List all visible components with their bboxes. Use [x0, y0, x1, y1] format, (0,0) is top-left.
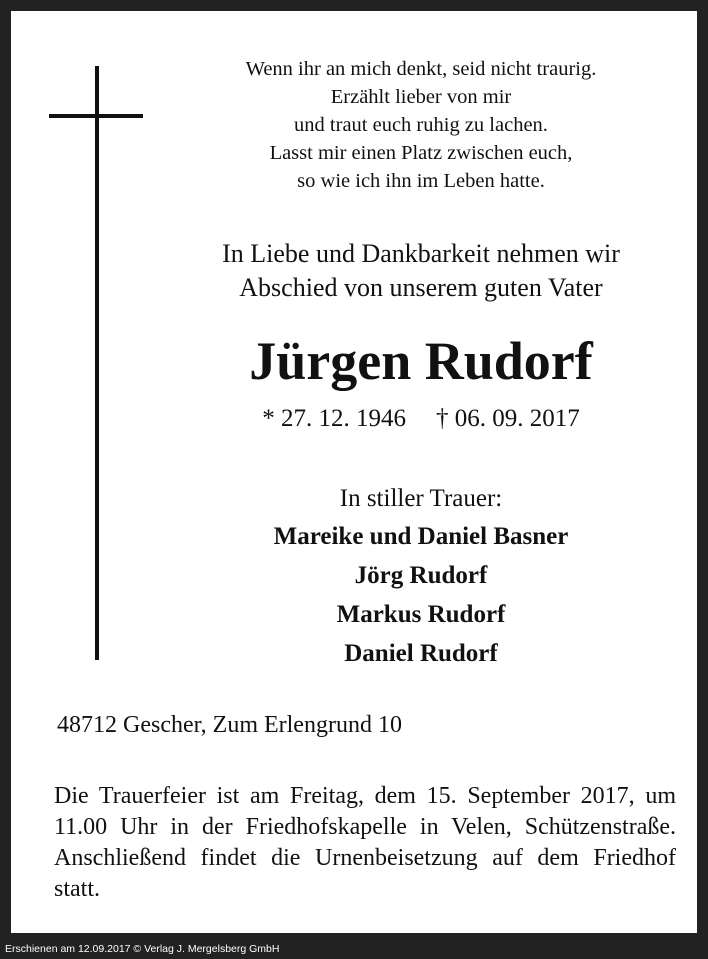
intro-text [171, 237, 671, 305]
cross-horizontal-bar [49, 114, 143, 118]
poem [171, 55, 671, 195]
poem-line: und traut euch ruhig zu lachen. [294, 114, 548, 136]
obituary-card [11, 11, 697, 933]
mourner-name: Jörg Rudorf [354, 562, 488, 589]
poem-line: Erzählt lieber von mir [330, 86, 512, 108]
birth-date: * 27. 12. 1946 [262, 405, 406, 432]
mourners-list [171, 517, 671, 673]
mourner-name: Markus Rudorf [336, 601, 506, 628]
life-dates [171, 403, 671, 435]
intro-line: Abschied von unserem guten Vater [239, 273, 603, 302]
mourner-name: Mareike und Daniel Basner [273, 523, 569, 550]
cross-vertical-bar [95, 66, 99, 660]
intro-line: In Liebe und Dankbarkeit nehmen wir [222, 239, 620, 268]
address: 48712 Gescher, Zum Erlengrund 10 [57, 712, 402, 738]
publication-footer: Erschienen am 12.09.2017 © Verlag J. Mergelsberg GmbH [5, 943, 280, 955]
death-date: † 06. 09. 2017 [436, 405, 580, 432]
mourner-name: Daniel Rudorf [344, 640, 498, 667]
poem-line: so wie ich ihn im Leben hatte. [297, 170, 545, 192]
mourning-label: In stiller Trauer: [339, 485, 503, 512]
funeral-info: Die Trauerfeier ist am Freitag, dem 15. September 2017, um 11.00 Uhr in der Friedhofskapelle in Velen, Schützenstraße. Anschließend findet die Urnenbeisetzung auf dem Friedhof statt. [54, 783, 676, 902]
deceased-name: Jürgen Rudorf [249, 331, 593, 391]
poem-line: Wenn ihr an mich denkt, seid nicht traurig. [245, 58, 597, 80]
poem-line: Lasst mir einen Platz zwischen euch, [269, 142, 573, 164]
